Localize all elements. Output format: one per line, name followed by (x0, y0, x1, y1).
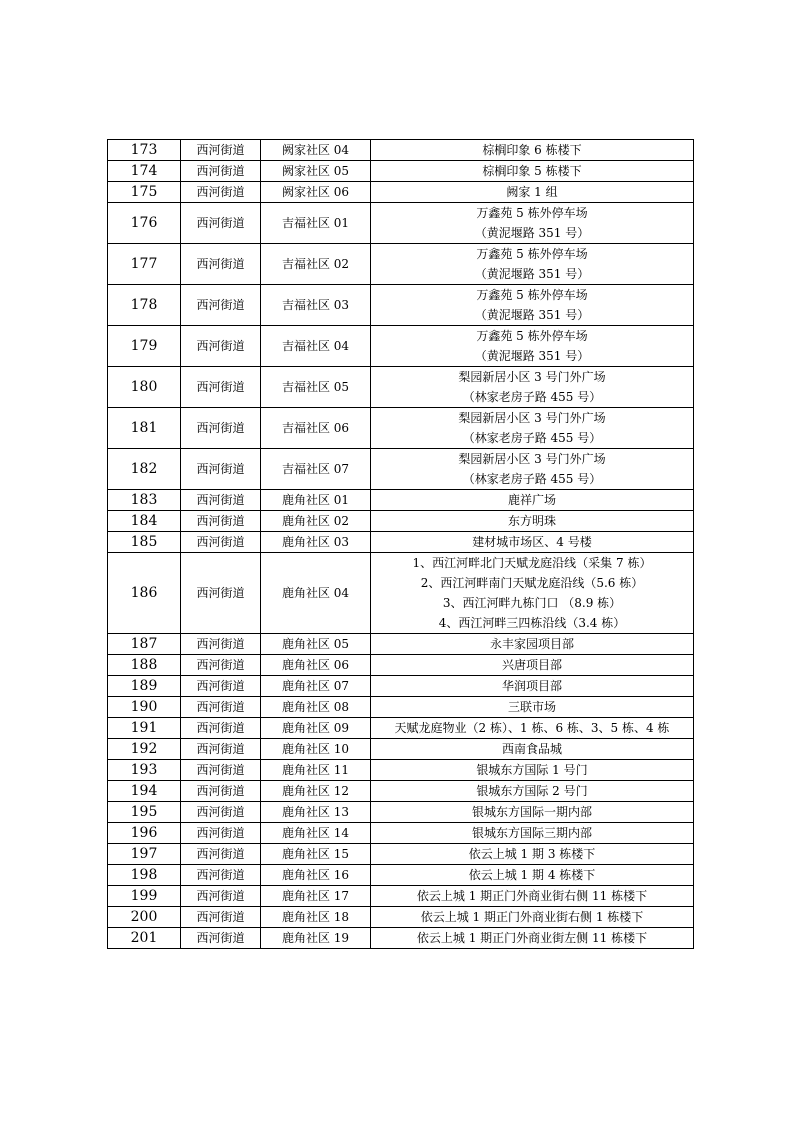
community-cell: 鹿角社区 04 (261, 553, 371, 634)
table-row (108, 697, 694, 718)
location-cell (371, 326, 694, 367)
location-cell (371, 634, 694, 655)
location-line: 永丰家园项目部 (489, 637, 574, 651)
street-cell: 西河街道 (181, 161, 261, 182)
street-cell: 西河街道 (181, 244, 261, 285)
location-cell (371, 718, 694, 739)
location-cell (371, 823, 694, 844)
location-line: 梨园新居小区 3 号门外广场 (458, 411, 606, 425)
table-row (108, 161, 694, 182)
table-row (108, 244, 694, 285)
street-cell: 西河街道 (181, 823, 261, 844)
location-line: 西南食品城 (501, 742, 562, 756)
location-cell (371, 408, 694, 449)
location-line: 天赋龙庭物业（2 栋）、1 栋、6 栋、3、5 栋、4 栋 (394, 721, 670, 735)
location-line: 银城东方国际一期内部 (471, 805, 592, 819)
table-row (108, 511, 694, 532)
location-line: 建材城市场区、4 号楼 (472, 535, 592, 549)
row-number-cell: 198 (108, 865, 181, 886)
location-line: 依云上城 1 期正门外商业街左侧 11 栋楼下 (416, 931, 648, 945)
location-cell (371, 676, 694, 697)
table-row (108, 928, 694, 949)
row-number-cell: 179 (108, 326, 181, 367)
location-cell (371, 907, 694, 928)
location-line: 万鑫苑 5 栋外停车场 (476, 329, 588, 343)
location-line: （林家老房子路 455 号） (462, 390, 602, 404)
table-row (108, 140, 694, 161)
row-number-cell: 188 (108, 655, 181, 676)
table-row (108, 490, 694, 511)
location-line: 依云上城 1 期正门外商业街右侧 1 栋楼下 (420, 910, 644, 924)
location-line: 依云上城 1 期正门外商业街右侧 11 栋楼下 (416, 889, 648, 903)
location-cell (371, 802, 694, 823)
row-number-cell: 185 (108, 532, 181, 553)
street-cell: 西河街道 (181, 928, 261, 949)
table-row (108, 676, 694, 697)
table-row (108, 367, 694, 408)
street-cell: 西河街道 (181, 203, 261, 244)
location-cell (371, 553, 694, 634)
community-cell: 吉福社区 05 (261, 367, 371, 408)
table-row (108, 532, 694, 553)
row-number-cell: 174 (108, 161, 181, 182)
street-cell: 西河街道 (181, 760, 261, 781)
location-cell (371, 285, 694, 326)
street-cell: 西河街道 (181, 886, 261, 907)
community-cell: 鹿角社区 01 (261, 490, 371, 511)
community-cell: 鹿角社区 06 (261, 655, 371, 676)
row-number-cell: 189 (108, 676, 181, 697)
street-cell: 西河街道 (181, 408, 261, 449)
location-line: （黄泥堰路 351 号） (474, 267, 590, 281)
community-cell: 鹿角社区 12 (261, 781, 371, 802)
location-line: 梨园新居小区 3 号门外广场 (458, 370, 606, 384)
row-number-cell: 197 (108, 844, 181, 865)
location-line: 依云上城 1 期 4 栋楼下 (468, 868, 596, 882)
street-cell: 西河街道 (181, 285, 261, 326)
row-number-cell: 182 (108, 449, 181, 490)
location-cell (371, 655, 694, 676)
location-line: （黄泥堰路 351 号） (474, 308, 590, 322)
location-line: 棕榈印象 6 栋楼下 (482, 143, 582, 157)
row-number-cell: 193 (108, 760, 181, 781)
location-line: 阙家 1 组 (506, 185, 558, 199)
table-row (108, 182, 694, 203)
location-line: 兴唐项目部 (501, 658, 562, 672)
location-cell (371, 203, 694, 244)
table-row (108, 326, 694, 367)
location-cell (371, 781, 694, 802)
row-number-cell: 192 (108, 739, 181, 760)
row-number-cell: 191 (108, 718, 181, 739)
location-line: （林家老房子路 455 号） (462, 472, 602, 486)
community-cell: 鹿角社区 09 (261, 718, 371, 739)
row-number-cell: 194 (108, 781, 181, 802)
row-number-cell: 173 (108, 140, 181, 161)
street-cell: 西河街道 (181, 634, 261, 655)
location-cell (371, 928, 694, 949)
community-cell: 吉福社区 04 (261, 326, 371, 367)
street-cell: 西河街道 (181, 739, 261, 760)
location-line: 2、西江河畔南门天赋龙庭沿线（5.6 栋） (420, 576, 644, 590)
community-cell: 吉福社区 03 (261, 285, 371, 326)
community-cell: 鹿角社区 17 (261, 886, 371, 907)
site-table (107, 139, 694, 949)
street-cell: 西河街道 (181, 449, 261, 490)
location-line: 万鑫苑 5 栋外停车场 (476, 247, 588, 261)
row-number-cell: 199 (108, 886, 181, 907)
table-row (108, 655, 694, 676)
street-cell: 西河街道 (181, 532, 261, 553)
location-line: （黄泥堰路 351 号） (474, 349, 590, 363)
street-cell: 西河街道 (181, 326, 261, 367)
table-row (108, 634, 694, 655)
location-cell (371, 490, 694, 511)
row-number-cell: 181 (108, 408, 181, 449)
row-number-cell: 195 (108, 802, 181, 823)
location-line: （林家老房子路 455 号） (462, 431, 602, 445)
row-number-cell: 186 (108, 553, 181, 634)
location-cell (371, 886, 694, 907)
site-table-body (108, 140, 694, 949)
row-number-cell: 200 (108, 907, 181, 928)
street-cell: 西河街道 (181, 802, 261, 823)
community-cell: 鹿角社区 03 (261, 532, 371, 553)
table-row (108, 553, 694, 634)
community-cell: 鹿角社区 19 (261, 928, 371, 949)
community-cell: 鹿角社区 13 (261, 802, 371, 823)
location-line: 华润项目部 (501, 679, 562, 693)
community-cell: 鹿角社区 16 (261, 865, 371, 886)
street-cell: 西河街道 (181, 182, 261, 203)
location-cell (371, 449, 694, 490)
location-line: 3、西江河畔九栋门口 （8.9 栋） (442, 596, 622, 610)
location-line: 银城东方国际 2 号门 (476, 784, 588, 798)
street-cell: 西河街道 (181, 844, 261, 865)
location-line: 依云上城 1 期 3 栋楼下 (468, 847, 596, 861)
row-number-cell: 184 (108, 511, 181, 532)
location-line: 东方明珠 (507, 514, 556, 528)
street-cell: 西河街道 (181, 676, 261, 697)
table-row (108, 886, 694, 907)
table-row (108, 718, 694, 739)
location-line: 1、西江河畔北门天赋龙庭沿线（采集 7 栋） (412, 556, 652, 570)
community-cell: 鹿角社区 05 (261, 634, 371, 655)
street-cell: 西河街道 (181, 553, 261, 634)
street-cell: 西河街道 (181, 865, 261, 886)
row-number-cell: 201 (108, 928, 181, 949)
table-row (108, 449, 694, 490)
row-number-cell: 175 (108, 182, 181, 203)
community-cell: 鹿角社区 15 (261, 844, 371, 865)
street-cell: 西河街道 (181, 781, 261, 802)
row-number-cell: 180 (108, 367, 181, 408)
community-cell: 吉福社区 02 (261, 244, 371, 285)
street-cell: 西河街道 (181, 718, 261, 739)
street-cell: 西河街道 (181, 907, 261, 928)
location-cell (371, 739, 694, 760)
street-cell: 西河街道 (181, 511, 261, 532)
table-row (108, 802, 694, 823)
location-cell (371, 532, 694, 553)
table-row (108, 844, 694, 865)
community-cell: 阙家社区 05 (261, 161, 371, 182)
street-cell: 西河街道 (181, 655, 261, 676)
location-line: 银城东方国际 1 号门 (476, 763, 588, 777)
street-cell: 西河街道 (181, 367, 261, 408)
row-number-cell: 190 (108, 697, 181, 718)
location-line: 棕榈印象 5 栋楼下 (482, 164, 582, 178)
location-cell (371, 760, 694, 781)
location-line: 万鑫苑 5 栋外停车场 (476, 288, 588, 302)
street-cell: 西河街道 (181, 140, 261, 161)
location-line: 鹿祥广场 (507, 493, 556, 507)
location-cell (371, 140, 694, 161)
community-cell: 吉福社区 01 (261, 203, 371, 244)
community-cell: 阙家社区 04 (261, 140, 371, 161)
location-cell (371, 367, 694, 408)
community-cell: 吉福社区 07 (261, 449, 371, 490)
location-line: 银城东方国际三期内部 (471, 826, 592, 840)
community-cell: 鹿角社区 14 (261, 823, 371, 844)
street-cell: 西河街道 (181, 490, 261, 511)
table-row (108, 760, 694, 781)
table-row (108, 739, 694, 760)
community-cell: 吉福社区 06 (261, 408, 371, 449)
row-number-cell: 196 (108, 823, 181, 844)
location-cell (371, 244, 694, 285)
location-line: 三联市场 (507, 700, 556, 714)
location-cell (371, 511, 694, 532)
location-line: （黄泥堰路 351 号） (474, 226, 590, 240)
location-cell (371, 697, 694, 718)
location-line: 4、西江河畔三四栋沿线（3.4 栋） (438, 616, 626, 630)
table-row (108, 408, 694, 449)
location-cell (371, 865, 694, 886)
table-row (108, 907, 694, 928)
table-row (108, 865, 694, 886)
row-number-cell: 177 (108, 244, 181, 285)
community-cell: 鹿角社区 02 (261, 511, 371, 532)
community-cell: 鹿角社区 11 (261, 760, 371, 781)
table-row (108, 781, 694, 802)
location-cell (371, 161, 694, 182)
row-number-cell: 183 (108, 490, 181, 511)
community-cell: 鹿角社区 07 (261, 676, 371, 697)
location-cell (371, 844, 694, 865)
community-cell: 鹿角社区 08 (261, 697, 371, 718)
table-row (108, 203, 694, 244)
location-line: 梨园新居小区 3 号门外广场 (458, 452, 606, 466)
row-number-cell: 176 (108, 203, 181, 244)
table-row (108, 823, 694, 844)
street-cell: 西河街道 (181, 697, 261, 718)
location-line: 万鑫苑 5 栋外停车场 (476, 206, 588, 220)
row-number-cell: 187 (108, 634, 181, 655)
community-cell: 鹿角社区 18 (261, 907, 371, 928)
location-cell (371, 182, 694, 203)
table-row (108, 285, 694, 326)
community-cell: 阙家社区 06 (261, 182, 371, 203)
row-number-cell: 178 (108, 285, 181, 326)
community-cell: 鹿角社区 10 (261, 739, 371, 760)
